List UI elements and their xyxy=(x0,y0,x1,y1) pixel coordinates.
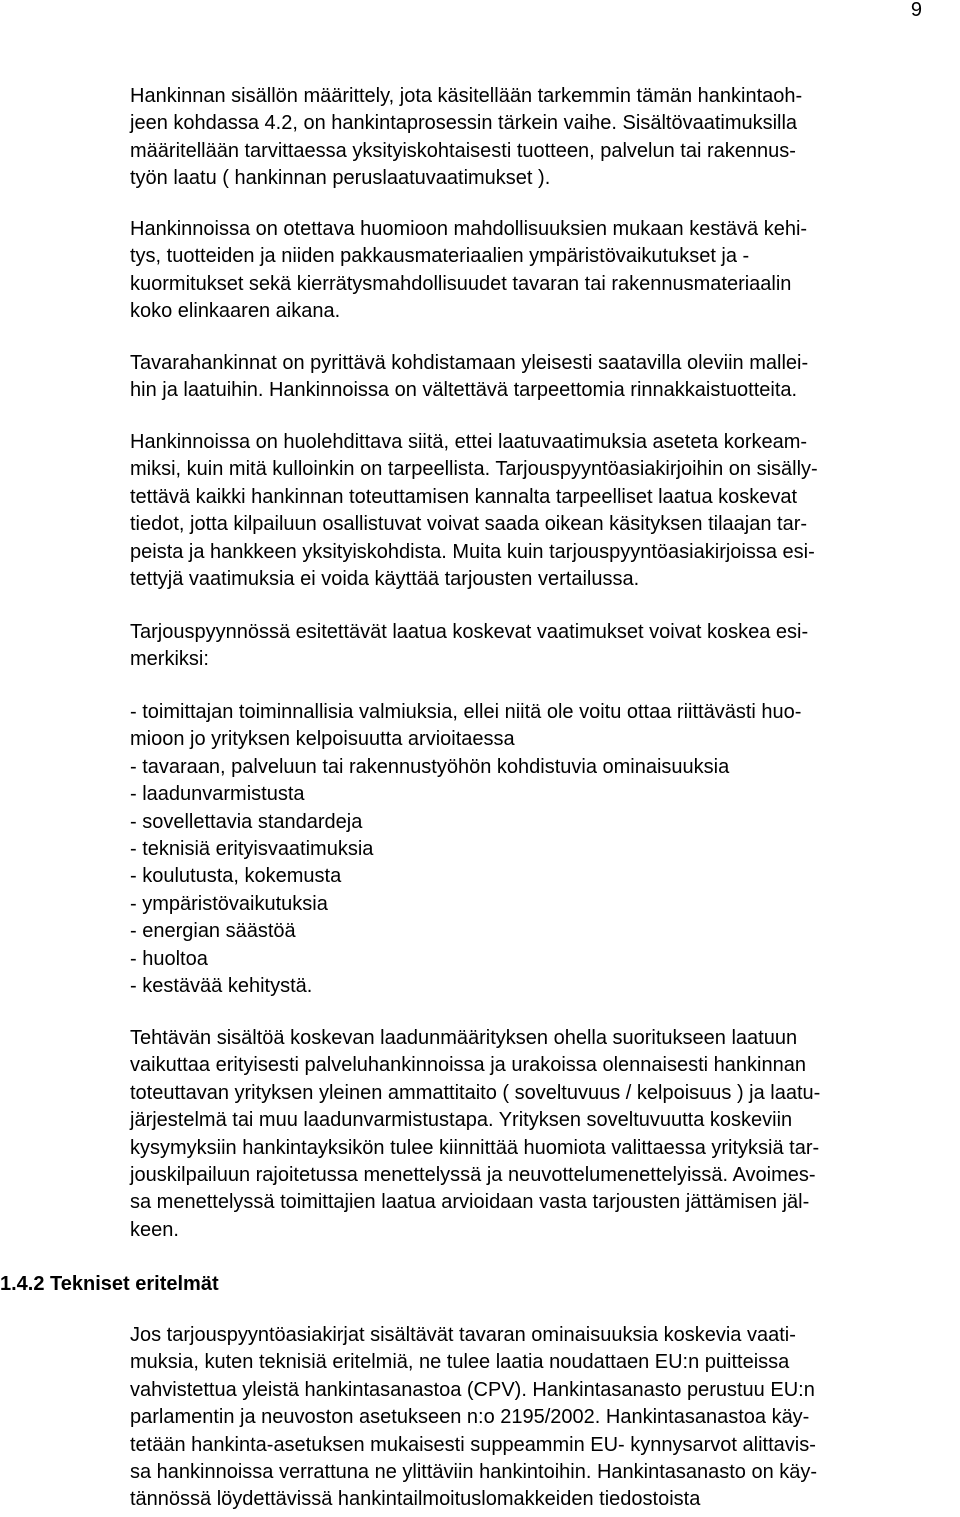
text-line: Jos tarjouspyyntöasiakirjat sisältävät tavaran ominaisuuksia koskevia vaati- xyxy=(130,1324,796,1346)
text-line: Tavarahankinnat on pyrittävä kohdistamaan yleisesti saatavilla oleviin mallei- xyxy=(130,352,809,374)
list-item: mioon jo yrityksen kelpoisuutta arvioitaessa xyxy=(130,728,515,751)
text-line: tännössä löydettävissä hankintailmoituslomakkeiden tiedostoista xyxy=(130,1488,701,1511)
page-number: 9 xyxy=(910,0,922,21)
text-line: järjestelmä tai muu laadunvarmistustapa. Yrityksen soveltuvuutta koskeviin xyxy=(130,1109,793,1132)
text-line: muksia, kuten teknisiä eritelmiä, ne tulee laatia noudattaen EU:n puitteissa xyxy=(130,1351,790,1374)
text-line: Hankinnan sisällön määrittely, jota käsitellään tarkemmin tämän hankintaoh- xyxy=(130,85,803,107)
text-line: hin ja laatuihin. Hankinnoissa on vältettävä tarpeettomia rinnakkaistuotteita. xyxy=(130,379,798,402)
text-line: miksi, kuin mitä kulloinkin on tarpeellista. Tarjouspyyntöasiakirjoihin on sisälly- xyxy=(130,458,818,481)
paragraph-content-definition xyxy=(130,83,950,193)
paragraph-request-for-tender xyxy=(130,619,950,674)
text-line: merkiksi: xyxy=(130,648,209,671)
text-line: jouskilpailuun rajoitetussa menettelyssä ja neuvottelumenettelyissä. Avoimes- xyxy=(130,1164,816,1187)
text-line: tetään hankinta-asetuksen mukaisesti suppeammin EU- kynnysarvot alittavis- xyxy=(130,1433,816,1456)
list-item: - koulutusta, kokemusta xyxy=(130,865,342,888)
list-item: - sovellettavia standardeja xyxy=(130,810,363,833)
text-line: keen. xyxy=(130,1218,179,1241)
text-line: kuormitukset sekä kierrätysmahdollisuudet tavaran tai rakennusmateriaalin xyxy=(130,272,792,295)
text-line: kysymyksiin hankintayksikön tulee kiinnittää huomiota valittaessa yrityksiä tar- xyxy=(130,1136,820,1159)
text-line: vaikuttaa erityisesti palveluhankinnoissa ja urakoissa olennaisesti hankinnan xyxy=(130,1054,806,1077)
text-line: parlamentin ja neuvoston asetukseen n:o 2195/2002. Hankintasanastoa käy- xyxy=(130,1406,810,1429)
text-line: vahvistettua yleistä hankintasanastoa (CPV). Hankintasanasto perustuu EU:n xyxy=(130,1378,815,1401)
text-line: jeen kohdassa 4.2, on hankintaprosessin tärkein vaihe. Sisältövaatimuksilla xyxy=(130,112,798,135)
text-line: Hankinnoissa on huolehdittava siitä, ettei laatuvaatimuksia aseteta korkeam- xyxy=(130,431,808,453)
text-line: tettyjä vaatimuksia ei voida käyttää tarjousten vertailussa. xyxy=(130,568,640,591)
text-line: työn laatu ( hankinnan peruslaatuvaatimukset ). xyxy=(130,167,551,190)
list-item: - teknisiä erityisvaatimuksia xyxy=(130,838,374,861)
list-item: - tavaraan, palveluun tai rakennustyöhön kohdistuvia ominaisuuksia xyxy=(130,755,730,778)
paragraph-quality-requirements xyxy=(130,429,950,593)
text-line: tiedot, jotta kilpailuun osallistuvat voivat saada oikean käsityksen tilaajan tar- xyxy=(130,513,808,536)
text-line: toteuttavan yrityksen yleinen ammattitaito ( soveltuvuus / kelpoisuus ) ja laatu- xyxy=(130,1081,821,1104)
text-line: määritellään tarvittaessa yksityiskohtaisesti tuotteen, palvelun tai rakennus- xyxy=(130,139,796,162)
requirement-list xyxy=(130,699,950,1000)
text-line: Tehtävän sisältöä koskevan laadunmäärityksen ohella suoritukseen laatuun xyxy=(130,1027,798,1049)
text-line: Hankinnoissa on otettava huomioon mahdollisuuksien mukaan kestävä kehi- xyxy=(130,218,808,240)
paragraph-service-quality xyxy=(130,1025,950,1244)
list-item: - laadunvarmistusta xyxy=(130,783,305,806)
text-line: peista ja hankkeen yksityiskohdista. Muita kuin tarjouspyyntöasiakirjoissa esi- xyxy=(130,540,815,563)
text-line: tettävä kaikki hankinnan toteuttamisen kannalta tarpeelliset laatua koskevat xyxy=(130,485,798,508)
list-item: - kestävää kehitystä. xyxy=(130,975,313,998)
list-item: - toimittajan toiminnallisia valmiuksia, ellei niitä ole voitu ottaa riittävästi huo- xyxy=(130,701,802,723)
text-line: tys, tuotteiden ja niiden pakkausmateriaalien ympäristövaikutukset ja - xyxy=(130,245,750,268)
section-heading: 1.4.2 Tekniset eritelmät xyxy=(0,1273,219,1295)
list-item: - huoltoa xyxy=(130,947,208,970)
text-line: sa menettelyssä toimittajien laatua arvioidaan vasta tarjousten jättämisen jäl- xyxy=(130,1191,810,1214)
paragraph-sustainability xyxy=(130,216,950,326)
list-item: - ympäristövaikutuksia xyxy=(130,892,328,915)
list-item: - energian säästöä xyxy=(130,920,296,943)
paragraph-goods-procurement xyxy=(130,350,950,405)
text-line: Tarjouspyynnössä esitettävät laatua koskevat vaatimukset voivat koskea esi- xyxy=(130,621,809,643)
paragraph-technical-specifications xyxy=(130,1322,950,1514)
text-line: sa hankinnoissa verrattuna ne ylittäviin hankintoihin. Hankintasanasto on käy- xyxy=(130,1461,818,1484)
text-line: koko elinkaaren aikana. xyxy=(130,300,341,323)
